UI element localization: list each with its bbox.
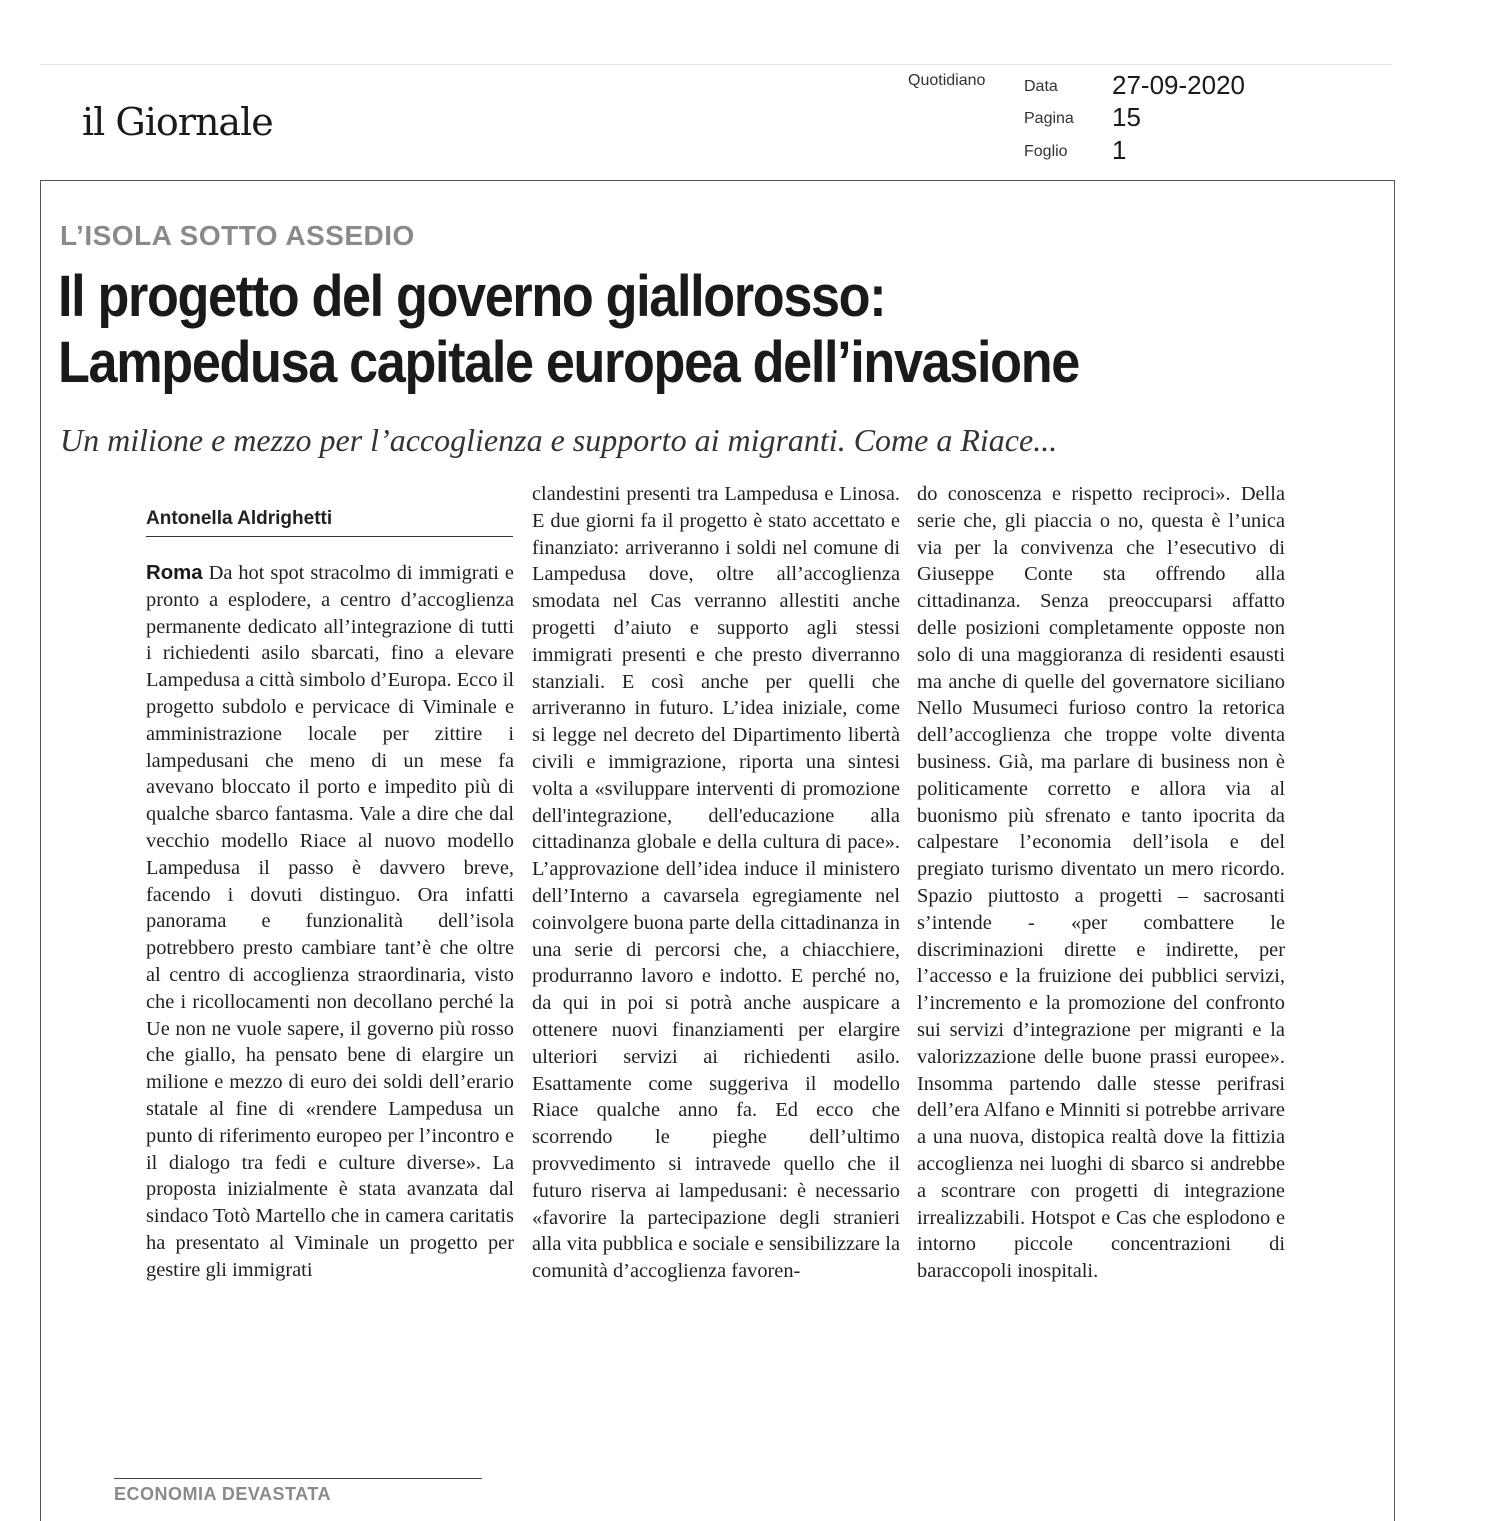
sheet-label: Foglio: [1024, 143, 1068, 160]
article-kicker: L’ISOLA SOTTO ASSEDIO: [60, 220, 415, 251]
dateline: Roma: [146, 562, 203, 584]
article-column-3: [917, 481, 1285, 1285]
publication-type: Quotidiano: [908, 72, 986, 89]
article-headline: [58, 264, 1358, 396]
next-article-rule: [114, 1478, 482, 1479]
date-label: Data: [1024, 78, 1058, 95]
sheet-value: 1: [1112, 135, 1127, 165]
column-2-body: clandestini presenti tra Lampedusa e Linosa. E due giorni fa il progetto è stato accettato e finanziato: arriveranno i soldi nel comune di Lampedusa dove, oltre all’accoglienza smodata nel Cas verranno allestiti anche progetti d’aiuto e supporto agli stessi immigrati presenti e che presto diverranno stanziali. E così anche per quelli che arriveranno in futuro. L’idea iniziale, come si legge nel decreto del Dipartimento libertà civili e immigrazione, riporta una sintesi volta a «sviluppare interventi di promozione dell'integrazione, dell'educazione alla cittadinanza globale e della cultura di pace». L’approvazione dell’idea induce il ministero dell’Interno a cavarsela egregiamente nel coinvolgere buona parte della cittadinanza in una serie di percorsi che, a chiacchiere, produrranno lavoro e indotto. E perché no, da qui in poi si potrà anche auspicare a ottenere nuovi finanziamenti per elargire ulteriori servizi ai richiedenti asilo. Esattamente come suggeriva il modello Riace qualche anno fa. Ed ecco che scorrendo le pieghe dell’ultimo provvedimento si intravede quello che il futuro riserva ai lampedusani: è necessario «favorire la partecipazione degli stranieri alla vita pubblica e sociale e sensibilizzare la comunità d’accoglienza favoren-: [532, 483, 900, 1283]
column-3-body: do conoscenza e rispetto reciproci». Della serie che, gli piaccia o no, questa è l’unica via per la convivenza che l’esecutivo di Giuseppe Conte sta offrendo alla cittadinanza. Senza preoccuparsi affatto delle posizioni completamente opposte non solo di una maggioranza di residenti esausti ma anche di quelle del governatore siciliano Nello Musumeci furioso contro la retorica dell’accoglienza che troppe volte diventa business. Già, ma parlare di business non è politicamente corretto e allora via al buonismo più sfrenato e tanto ipocrita da calpestare l’economia dell’isola e del pregiato turismo diventato un mero ricordo. Spazio piuttosto a progetti – sacrosanti s’intende - «per combattere le discriminazioni dirette e indirette, per l’accesso e la fruizione dei pubblici servizi, l’incremento e la promozione del confronto sui servizi d’integrazione per migranti e la valorizzazione delle buone prassi europee». Insomma partendo dalle stesse perifrasi dell’era Alfano e Minniti si potrebbe arrivare a una nuova, distopica realtà dove la fittizia accoglienza nei luoghi di sbarco si andrebbe a scontrare con progetti di integrazione irrealizzabili. Hotspot e Cas che esplodono e intorno piccole concentrazioni di baraccopoli inospitali.: [917, 483, 1285, 1283]
article-column-2: [532, 481, 900, 1285]
column-1-body: Da hot spot stracolmo di immigrati e pronto a esplodere, a centro d’accoglienza permanente dedicato all’integrazione di tutti i richiedenti asilo sbarcati, fino a elevare Lampedusa a città simbolo d’Europa. Ecco il progetto subdolo e pervicace di Viminale e amministrazione locale per zittire i lampedusani che meno di un mese fa avevano bloccato il porto e impedito più di qualche sbarco fantasma. Vale a dire che dal vecchio modello Riace al nuovo modello Lampedusa il passo è davvero breve, facendo i dovuti distinguo. Ora infatti panorama e funzionalità dell’isola potrebbero presto cambiare tant’è che oltre al centro di accoglienza straordinaria, visto che i ricollocamenti non decollano perché la Ue non ne vuole sapere, il governo più rosso che giallo, ha pensato bene di elargire un milione e mezzo di euro dei soldi dell’erario statale al fine di «rendere Lampedusa un punto di riferimento europeo per l’incontro e il dialogo tra fedi e culture diverse». La proposta inizialmente è stata avanzata dal sindaco Totò Martello che in camera caritatis ha presentato al Viminale un progetto per gestire gli immigrati: [146, 562, 514, 1281]
page-value: 15: [1112, 102, 1141, 132]
article-subheadline: Un milione e mezzo per l’accoglienza e supporto ai migranti. Come a Riace...: [60, 422, 1058, 458]
headline-line-2: Lampedusa capitale europea dell’invasione: [58, 330, 1079, 395]
next-article-kicker: ECONOMIA DEVASTATA: [114, 1484, 331, 1504]
page-label: Pagina: [1024, 110, 1074, 127]
date-value: 27-09-2020: [1112, 70, 1245, 100]
headline-line-1: Il progetto del governo giallorosso:: [58, 264, 886, 329]
article-column-1: [146, 560, 514, 1284]
column-1-text: [146, 560, 514, 1284]
author-byline: Antonella Aldrighetti: [146, 508, 513, 537]
newspaper-masthead: il Giornale: [82, 100, 273, 144]
